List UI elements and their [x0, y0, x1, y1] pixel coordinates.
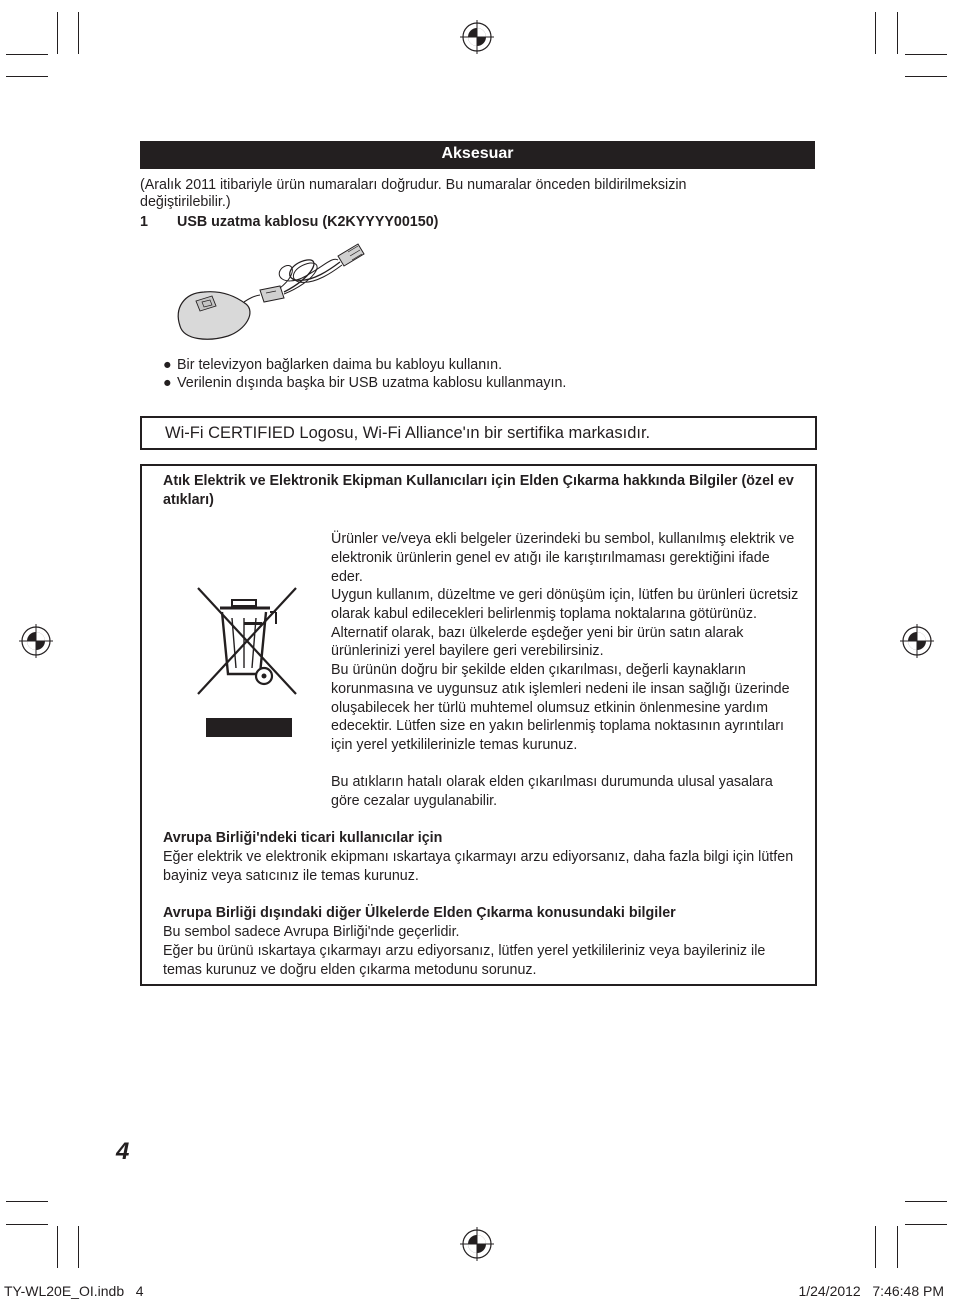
weee-crossed-bin-icon	[192, 582, 302, 740]
crop-mark	[6, 54, 48, 55]
footer-file-name: TY-WL20E_OI.indb 4	[4, 1283, 144, 1299]
weee-paragraph: Uygun kullanım, düzeltme ve geri dönüşüm için, lütfen bu ürünleri ücretsiz olarak kabul edilecekleri belirlenmiş toplama noktalarına götürünüz. Alternatif olarak, bazı ülkelerde eşdeğer yeni bir ürün satın alarak ürünlerinizi yerel bayilere geri verebilirsiniz.	[331, 587, 799, 660]
crop-mark	[905, 1224, 947, 1225]
bullet-item	[163, 356, 502, 374]
wifi-notice-box	[140, 416, 817, 450]
bullet-dot-icon: ●	[163, 357, 172, 373]
crop-mark	[905, 76, 947, 77]
registration-mark-icon	[460, 1227, 494, 1261]
crop-mark	[897, 12, 898, 54]
crop-mark	[6, 76, 48, 77]
crop-mark	[78, 1226, 79, 1268]
registration-mark-icon	[19, 624, 53, 658]
weee-paragraph: Bu ürünün doğru bir şekilde elden çıkarılması, değerli kaynakların korunmasına ve uygunsuz atık işlemleri nedeni ile insan sağlığı üzerinde oluşabilecek her türlü muhtemel olumsuz etkinin önlenmesine yardım edecektir. Lütfen size en yakın belirlenmiş toplama noktasının ayrıntıları için yerel yetkililerinizle temas kurunuz.	[331, 662, 790, 754]
weee-paragraph: Ürünler ve/veya ekli belgeler üzerindeki bu sembol, kullanılmış elektrik ve elektronik ürünlerin genel ev atığı ile karıştırılmaması gerektiğini ifade eder.	[331, 531, 795, 585]
bullet-text: Verilenin dışında başka bir USB uzatma kablosu kullanmayın.	[177, 375, 567, 391]
footer-timestamp: 1/24/2012 7:46:48 PM	[798, 1283, 944, 1299]
registration-mark-icon	[460, 20, 494, 54]
crop-mark	[57, 1226, 58, 1268]
crop-mark	[905, 1201, 947, 1202]
bullet-text: Bir televizyon bağlarken daima bu kabloyu kullanın.	[177, 357, 503, 373]
crop-mark	[57, 12, 58, 54]
weee-paragraph: Bu atıkların hatalı olarak elden çıkarılması durumunda ulusal yasalara göre cezalar uygulanabilir.	[331, 774, 773, 809]
non-eu-text-line1: Bu sembol sadece Avrupa Birliği'nde geçerlidir.	[163, 924, 460, 940]
accessory-item-number: 1	[140, 214, 148, 230]
crop-mark	[6, 1224, 48, 1225]
accessory-note: (Aralık 2011 itibariyle ürün numaraları doğrudur. Bu numaralar önceden bildirilmeksizin değiştirilebilir.)	[140, 177, 687, 210]
non-eu-text-line2: Eğer bu ürünü ıskartaya çıkarmayı arzu ediyorsanız, lütfen yerel yetkilileriniz veya bayileriniz ile temas kurunuz ve doğru elden çıkarma metodunu sorunuz.	[163, 943, 766, 978]
wifi-notice-text: Wi-Fi CERTIFIED Logosu, Wi-Fi Alliance'ın bir sertifika markasıdır.	[165, 424, 651, 442]
bullet-item	[163, 374, 566, 392]
crop-mark	[875, 1226, 876, 1268]
section-title: Aksesuar	[140, 141, 815, 169]
crop-mark	[897, 1226, 898, 1268]
usb-extension-cable-illustration	[172, 238, 370, 346]
crop-mark	[905, 54, 947, 55]
crop-mark	[6, 1201, 48, 1202]
bullet-dot-icon: ●	[163, 375, 172, 391]
crop-mark	[78, 12, 79, 54]
registration-mark-icon	[900, 624, 934, 658]
accessory-item-title: USB uzatma kablosu (K2KYYYY00150)	[177, 214, 439, 230]
weee-title: Atık Elektrik ve Elektronik Ekipman Kullanıcıları için Elden Çıkarma hakkında Bilgiler (özel ev atıkları)	[163, 473, 794, 508]
eu-business-heading: Avrupa Birliği'ndeki ticari kullanıcılar için	[163, 830, 443, 846]
eu-business-text: Eğer elektrik ve elektronik ekipmanı ıskartaya çıkarmayı arzu ediyorsanız, daha fazla bilgi için lütfen bayiniz veya satıcınız ile temas kurunuz.	[163, 849, 794, 884]
page-number: 4	[116, 1138, 130, 1165]
non-eu-heading: Avrupa Birliği dışındaki diğer Ülkelerde Elden Çıkarma konusundaki bilgiler	[163, 905, 676, 921]
crop-mark	[875, 12, 876, 54]
weee-info-box	[140, 464, 817, 986]
